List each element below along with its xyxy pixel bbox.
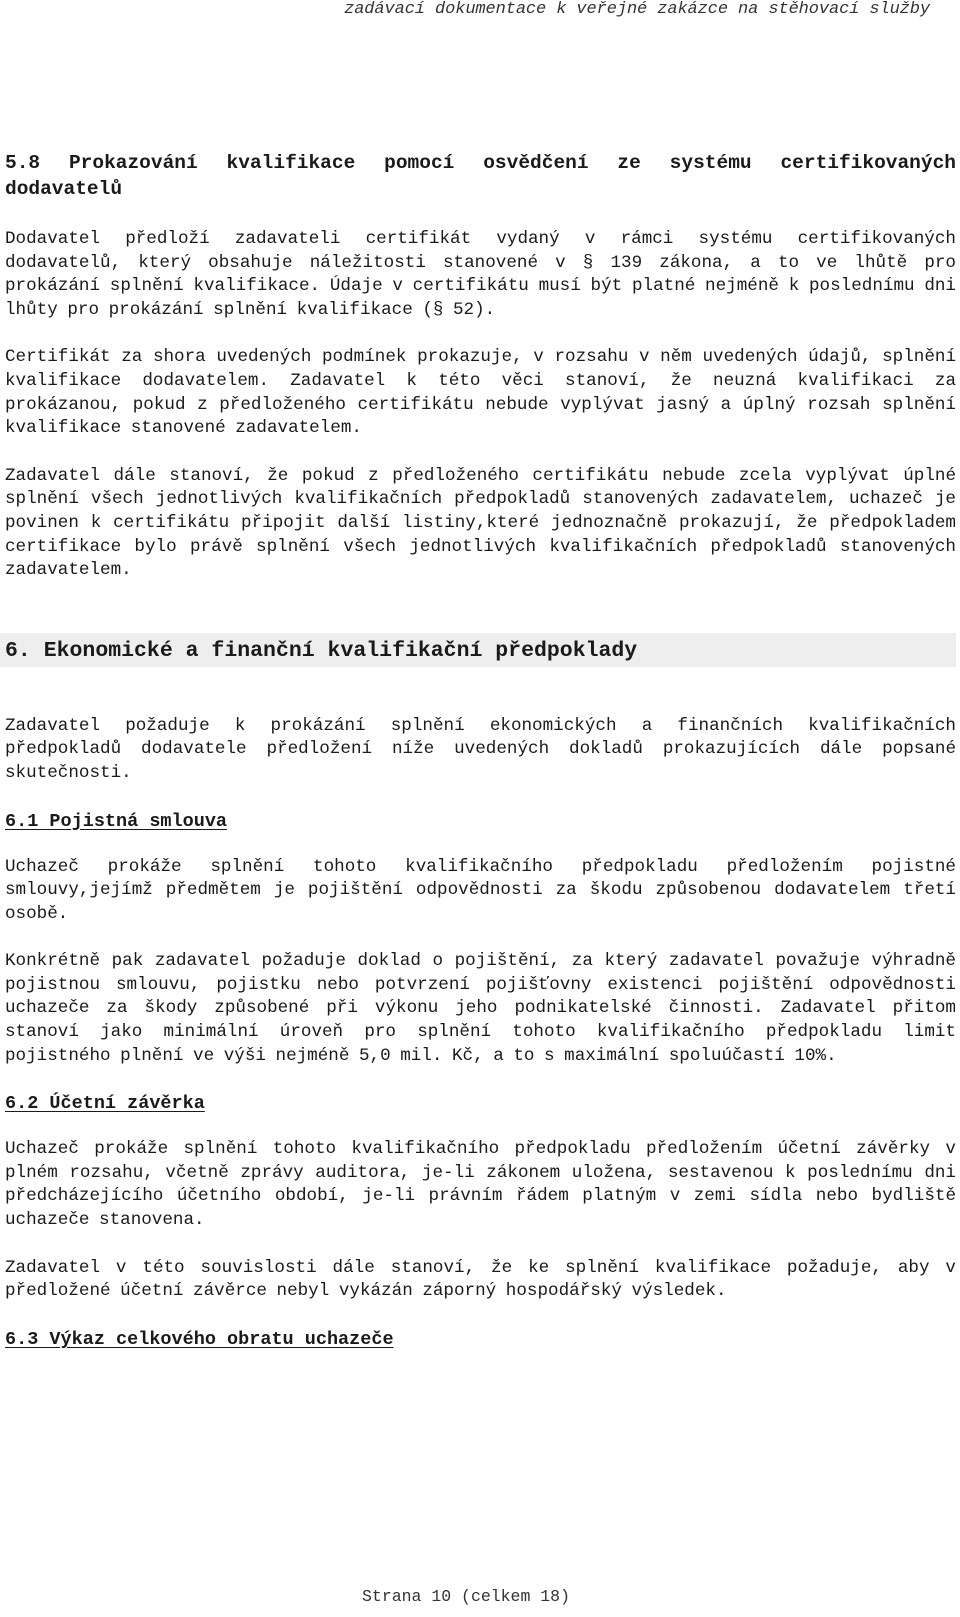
running-header: zadávací dokumentace k veřejné zakázce na stěhovací služby — [344, 0, 930, 19]
section-5-8-paragraph-1: Dodavatel předloží zadavateli certifikát vydaný v rámci systému certifikovaných dodavatelů, který obsahuje náležitosti stanovené v § 139 zákona, a to ve lhůtě pro prokázání splnění kvalifikace. Údaje v certifikátu musí být platné nejméně k poslednímu dni lhůty pro prokázání splnění kvalifikace (§ 52). — [5, 229, 956, 320]
section-6-2-heading-text: 6.2 Účetní závěrka — [5, 1093, 205, 1115]
section-6-2-paragraph-1: Uchazeč prokáže splnění tohoto kvalifikačního předpokladu předložením účetní závěrky v plném rozsahu, včetně zprávy auditora, je-li zákonem uložena, sestavenou k poslednímu dni předcházejícího účetního období, je-li právním řádem platným v zemi sídla nebo bydliště uchazeče stanovena. — [5, 1139, 956, 1231]
section-6-1-heading-text: 6.1 Pojistná smlouva — [5, 810, 228, 832]
section-6-2-heading — [5, 1092, 956, 1116]
page-number: Strana 10 (celkem 18) — [362, 1587, 570, 1606]
page-footer — [0, 1587, 960, 1606]
section-6-1-paragraph-1: Uchazeč prokáže splnění tohoto kvalifikačního předpokladu předložením pojistné smlouvy,jejímž předmětem je pojištění odpovědnosti za škodu způsobenou dodavatelem třetí osobě. — [5, 856, 956, 924]
page-content — [5, 150, 956, 1374]
section-5-8-heading: 5.8 Prokazování kvalifikace pomocí osvědčení ze systému certifikovaných dodavatelů — [5, 152, 956, 200]
section-6-1-heading — [5, 810, 956, 834]
section-5-8-paragraph-3: Zadavatel dále stanoví, že pokud z předloženého certifikátu nebude zcela vyplývat úplné splnění všech jednotlivých kvalifikačních předpokladů stanovených zadavatelem, uchazeč je povinen k certifikátu připojit další listiny,které jednoznačně prokazují, že předpokladem certifikace bylo právě splnění všech jednotlivých kvalifikačních předpokladů stanovených zadavatelem. — [5, 465, 956, 581]
section-6-intro: Zadavatel požaduje k prokázání splnění ekonomických a finančních kvalifikačních předpokladů dodavatele předložení níže uvedených dokladů prokazujících dále popsané skutečnosti. — [5, 715, 956, 783]
section-6-3-heading — [5, 1328, 956, 1352]
section-6-1-paragraph-2: Konkrétně pak zadavatel požaduje doklad o pojištění, za který zadavatel považuje výhradně pojistnou smlouvu, pojistku nebo potvrzení pojišťovny existenci pojištění odpovědnosti uchazeče za škody způsobené při výkonu jeho podnikatelské činnosti. Zadavatel přitom stanoví jako minimální úroveň pro splnění tohoto kvalifikačního předpokladu limit pojistného plnění ve výši nejméně 5,0 mil. Kč, a to s maximální spoluúčastí 10%. — [5, 951, 956, 1066]
section-6-2-paragraph-2: Zadavatel v této souvislosti dále stanoví, že ke splnění kvalifikace požaduje, aby v předložené účetní závěrce nebyl vykázán záporný hospodářský výsledek. — [5, 1257, 956, 1302]
section-5-8-paragraph-2: Certifikát za shora uvedených podmínek prokazuje, v rozsahu v něm uvedených údajů, splnění kvalifikace dodavatelem. Zadavatel k této věci stanoví, že neuzná kvalifikaci za prokázanou, pokud z předloženého certifikátu nebude vyplývat jasný a úplný rozsah splnění kvalifikace stanovené zadavatelem. — [5, 347, 956, 439]
section-6-heading: 6. Ekonomické a finanční kvalifikační předpoklady — [0, 633, 956, 667]
section-6-3-heading-text: 6.3 Výkaz celkového obratu uchazeče — [5, 1328, 394, 1350]
